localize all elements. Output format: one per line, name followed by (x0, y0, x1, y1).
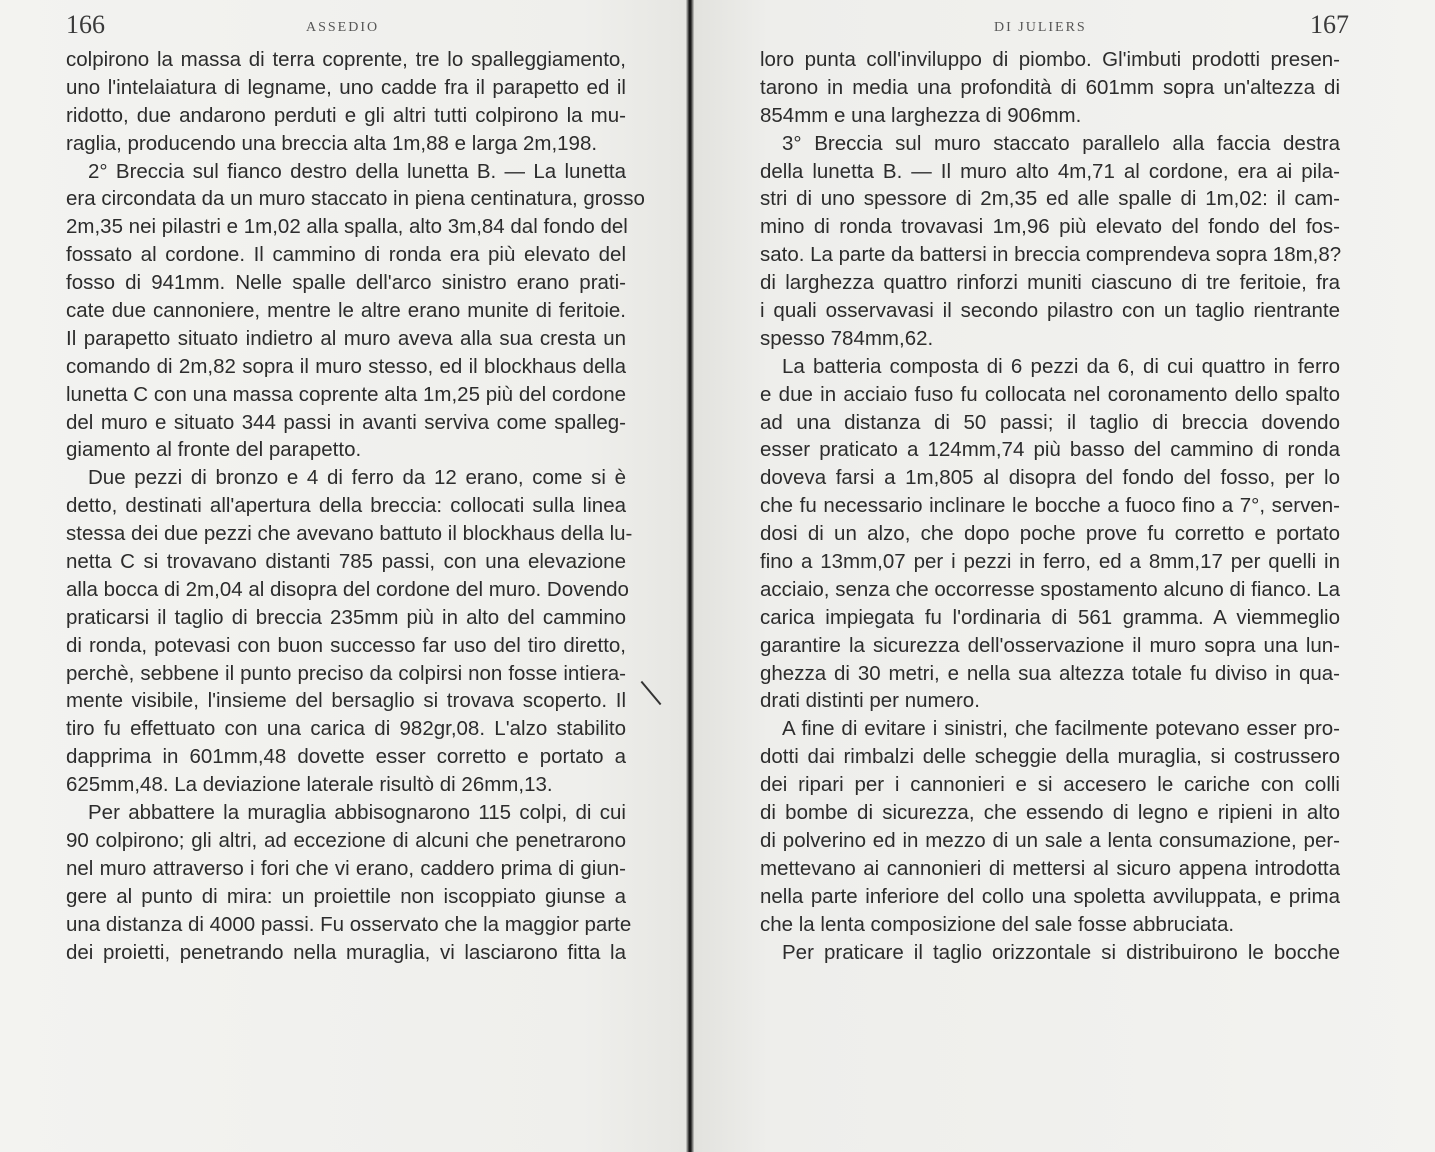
book-gutter (686, 0, 694, 1152)
page-number: 166 (66, 10, 105, 39)
text-line: ad una distanza di 50 passi; il taglio di breccia dovendo (760, 410, 1340, 434)
text-line: di larghezza quattro rinforzi muniti ciascuno di tre feritoie, fra (760, 271, 1340, 295)
text-line: di ronda, potevasi con buon successo far uso del tiro diretto, (66, 633, 626, 657)
text-line: cate due cannoniere, mentre le altre erano munite di feritoie. (66, 299, 626, 323)
right-page (694, 0, 1435, 1152)
text-line: 90 colpirono; gli altri, ad eccezione di alcuni che penetrarono (66, 828, 626, 852)
text-line: doveva farsi a 1m,805 al disopra del fondo del fosso, per lo (760, 466, 1340, 490)
text-line: fossato al cordone. Il cammino di ronda era più elevato del (66, 243, 626, 267)
text-line: carica impiegata fu l'ordinaria di 561 gramma. A viemmeglio (760, 605, 1340, 629)
text-line: Per praticare il taglio orizzontale si distribuirono le bocche (782, 940, 1340, 964)
text-line: era circondata da un muro staccato in piena centinatura, grosso (66, 187, 645, 211)
text-line: perchè, sebbene il punto preciso da colpirsi non fosse intiera- (66, 661, 626, 685)
text-line: 3° Breccia sul muro staccato parallelo alla faccia destra (782, 131, 1340, 155)
text-line: stessa dei due pezzi che avevano battuto il blockhaus della lu- (66, 522, 633, 546)
text-line: spesso 784mm,62. (760, 326, 934, 350)
text-line: alla bocca di 2m,04 al disopra del cordone del muro. Dovendo (66, 577, 629, 601)
text-line: netta C si trovavano distanti 785 passi, con una elevazione (66, 550, 626, 574)
text-line: dapprima in 601mm,48 dovette esser corretto e portato a (66, 745, 626, 769)
page-number: 167 (1310, 10, 1349, 39)
text-line: detto, destinati all'apertura della breccia: collocati sulla linea (66, 494, 626, 518)
text-line: mino di ronda trovavasi 1m,96 più elevato del fondo del fos- (760, 215, 1340, 239)
text-line: tarono in media una profondità di 601mm sopra un'altezza di (760, 75, 1340, 99)
text-line: tiro fu effettuato con una carica di 982gr,08. L'alzo stabilito (66, 717, 626, 741)
text-line: esser praticato a 124mm,74 più basso del cammino di ronda (760, 438, 1340, 462)
text-line: lunetta C con una massa coprente alta 1m,25 più del cordone (66, 382, 626, 406)
text-line: garantire la sicurezza dell'osservazione il muro sopra una lun- (760, 633, 1340, 657)
text-line: A fine di evitare i sinistri, che facilmente potevano esser pro- (782, 717, 1340, 741)
text-line: una distanza di 4000 passi. Fu osservato che la maggior parte (66, 912, 632, 936)
text-line: che fu necessario inclinare le bocche a fuoco fino a 7°, serven- (760, 494, 1340, 518)
text-line: nel muro attraverso i fori che vi erano, caddero prima di giun- (66, 856, 626, 880)
running-title: DI JULIERS (994, 20, 1087, 35)
text-line: colpirono la massa di terra coprente, tre lo spalleggiamento, (66, 48, 626, 71)
left-page-body (66, 46, 645, 966)
text-line: nella parte inferiore del collo una spoletta avviluppata, e prima (760, 884, 1340, 908)
text-line: che la lenta composizione del sale fosse abbruciata. (760, 912, 1235, 936)
text-line: 2m,35 nei pilastri e 1m,02 alla spalla, alto 3m,84 dal fondo del (66, 215, 628, 239)
text-line: stri di uno spessore di 2m,35 ed alle spalle di 1m,02: il cam- (760, 187, 1340, 211)
text-line: gere al punto di mira: un proiettile non iscoppiato giunse a (66, 884, 626, 908)
text-line: di bombe di sicurezza, che essendo di legno e ripieni in alto (760, 801, 1340, 825)
text-line: acciaio, senza che occorresse spostamento alcuno di fianco. La (760, 577, 1341, 601)
running-title: ASSEDIO (306, 20, 380, 35)
text-line: dotti dai rimbalzi delle scheggie della muraglia, si costrussero (760, 745, 1340, 769)
text-line: dosi di un alzo, che dopo poche prove fu corretto e portato (760, 522, 1340, 546)
text-line: Due pezzi di bronzo e 4 di ferro da 12 erano, come si è (88, 466, 626, 490)
text-line: della lunetta B. — Il muro alto 4m,71 al cordone, era ai pila- (760, 159, 1340, 183)
text-line: di polverino ed in mezzo di un sale a lenta consumazione, per- (760, 828, 1340, 852)
text-line: e due in acciaio fuso fu collocata nel coronamento dello spalto (760, 382, 1340, 406)
text-line: i quali osservavasi il secondo pilastro con un taglio rientrante (760, 299, 1340, 323)
text-line: ridotto, due andarono perduti e gli altri tutti colpirono la mu- (66, 103, 626, 127)
text-line: 625mm,48. La deviazione laterale risultò di 26mm,13. (66, 773, 553, 797)
text-line: Per abbattere la muraglia abbisognarono 115 colpi, di cui (88, 801, 626, 825)
text-line: dei proietti, penetrando nella muraglia, vi lasciarono fitta la (66, 940, 626, 964)
text-line: 2° Breccia sul fianco destro della lunetta B. — La lunetta (88, 159, 626, 183)
text-line: mente visibile, l'insieme del bersaglio si trovava scoperto. Il (66, 689, 626, 713)
text-line: fosso di 941mm. Nelle spalle dell'arco sinistro erano prati- (66, 271, 626, 295)
text-line: ghezza di 30 metri, e nella sua altezza totale fu diviso in qua- (760, 661, 1340, 685)
text-line: 854mm e una larghezza di 906mm. (760, 103, 1082, 127)
text-line: dei ripari per i cannonieri e si accesero le cariche con colli (760, 773, 1340, 797)
text-line: mettevano ai cannonieri di mettersi al sicuro appena introdotta (760, 856, 1340, 880)
ink-mark (641, 681, 662, 705)
text-line: del muro e situato 344 passi in avanti serviva come spalleg- (66, 410, 626, 434)
left-page (0, 0, 686, 1152)
text-line: raglia, producendo una breccia alta 1m,88 e larga 2m,198. (66, 131, 598, 155)
text-line: praticarsi il taglio di breccia 235mm più in alto del cammino (66, 605, 626, 629)
right-page-body (760, 46, 1340, 966)
text-line: fino a 13mm,07 per i pezzi in ferro, ed a 8mm,17 per quelli in (760, 550, 1340, 574)
text-line: comando di 2m,82 sopra il muro stesso, ed il blockhaus della (66, 354, 626, 378)
text-line: sato. La parte da battersi in breccia comprendeva sopra 18m,8? (760, 243, 1342, 267)
text-line: loro punta coll'inviluppo di piombo. Gl'imbuti prodotti presen- (760, 48, 1340, 71)
text-line: Il parapetto situato indietro al muro aveva alla sua cresta un (66, 326, 626, 350)
text-line: giamento al fronte del parapetto. (66, 438, 362, 462)
text-line: drati distinti per numero. (760, 689, 980, 713)
text-line: La batteria composta di 6 pezzi da 6, di cui quattro in ferro (782, 354, 1340, 378)
text-line: uno l'intelaiatura di legname, uno cadde fra il parapetto ed il (66, 75, 626, 99)
